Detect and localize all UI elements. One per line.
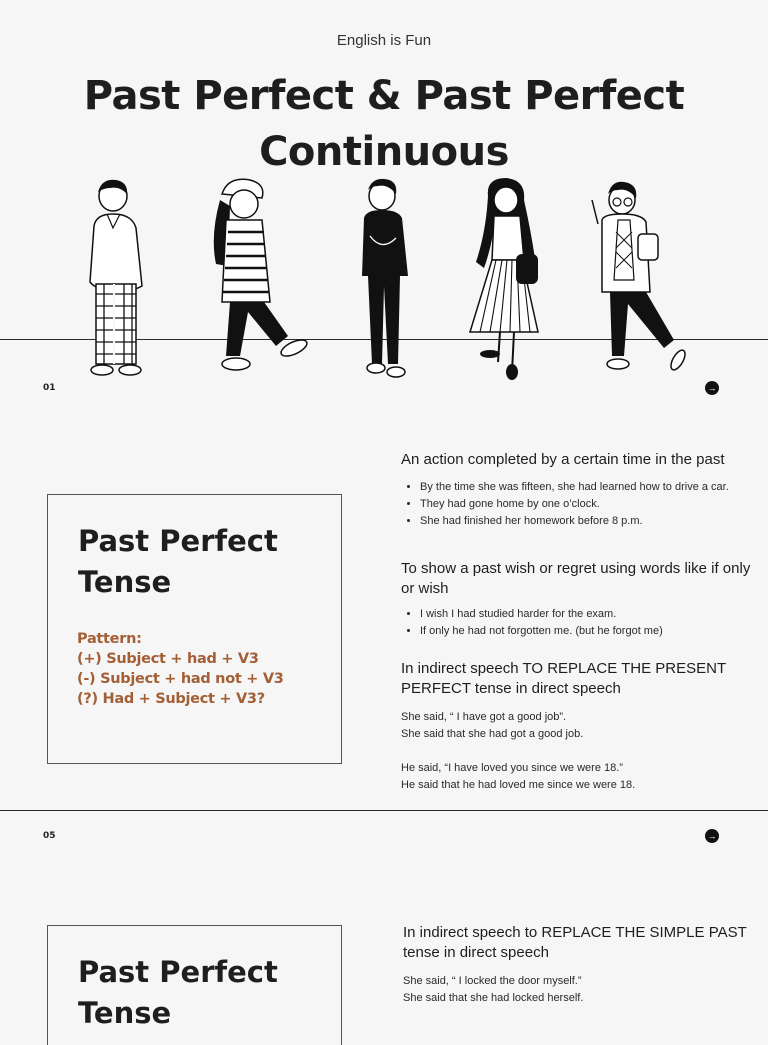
page-number: 01 <box>43 383 56 393</box>
pattern-label: Pattern: <box>77 631 142 647</box>
slide-divider <box>0 810 768 811</box>
boy-sweater-figure <box>80 176 160 381</box>
arrow-right-icon: → <box>707 831 717 841</box>
next-slide-button[interactable] <box>705 829 719 843</box>
example-line: She said, “ I locked the door myself.” <box>403 975 582 987</box>
bullet-list-1 <box>401 479 740 530</box>
example-line: He said that he had loved me since we were 18. <box>401 779 636 791</box>
pattern-positive: (+) Subject + had + V3 <box>77 651 259 667</box>
card-title: Past Perfect Tense <box>78 955 278 1030</box>
boy-glasses-figure <box>590 180 690 380</box>
example-line: She said, “ I have got a good job”. <box>401 711 567 723</box>
list-item: • I wish I had studied harder for the exam. <box>420 606 760 623</box>
boy-dark-outfit-figure <box>352 176 422 381</box>
header-kicker: English is Fun <box>336 32 432 49</box>
list-item: • If only he had not forgotten me. (but he forgot me) <box>420 623 760 640</box>
example-line: She said that she had locked herself. <box>403 992 584 1004</box>
tense-card <box>47 494 342 764</box>
page-title-line-2: Continuous <box>259 129 509 175</box>
page-title <box>0 68 768 180</box>
example-line: She said that she had got a good job. <box>401 728 584 740</box>
bullet-list-2 <box>401 606 760 640</box>
page-number: 05 <box>43 831 56 841</box>
section-heading-1: An action completed by a certain time in the past <box>401 451 725 468</box>
next-slide-button[interactable] <box>705 381 719 395</box>
section-heading-3: In indirect speech TO REPLACE THE PRESENT PERFECT tense in direct speech <box>401 660 726 697</box>
pattern-negative: (-) Subject + had not + V3 <box>77 671 284 687</box>
example-line: He said, “I have loved you since we were 18.” <box>401 762 623 774</box>
pattern-question: (?) Had + Subject + V3? <box>77 691 265 707</box>
example-block-1 <box>401 709 741 794</box>
pattern-block <box>77 629 284 709</box>
card-title: Past Perfect Tense <box>78 524 278 599</box>
example-block-2 <box>403 973 743 1007</box>
girl-long-hair-figure <box>462 176 547 386</box>
page-title-line-1: Past Perfect & Past Perfect <box>83 73 685 119</box>
arrow-right-icon: → <box>707 383 717 393</box>
section-heading-4: In indirect speech to REPLACE THE SIMPLE PAST tense in direct speech <box>403 924 747 961</box>
list-item: • By the time she was fifteen, she had learned how to drive a car. <box>420 479 740 496</box>
girl-beret-figure <box>200 176 315 381</box>
section-heading-2: To show a past wish or regret using words like if only or wish <box>401 560 751 597</box>
list-item: • She had finished her homework before 8 p.m. <box>420 513 740 530</box>
list-item: • They had gone home by one o’clock. <box>420 496 740 513</box>
tense-card <box>47 925 342 1045</box>
